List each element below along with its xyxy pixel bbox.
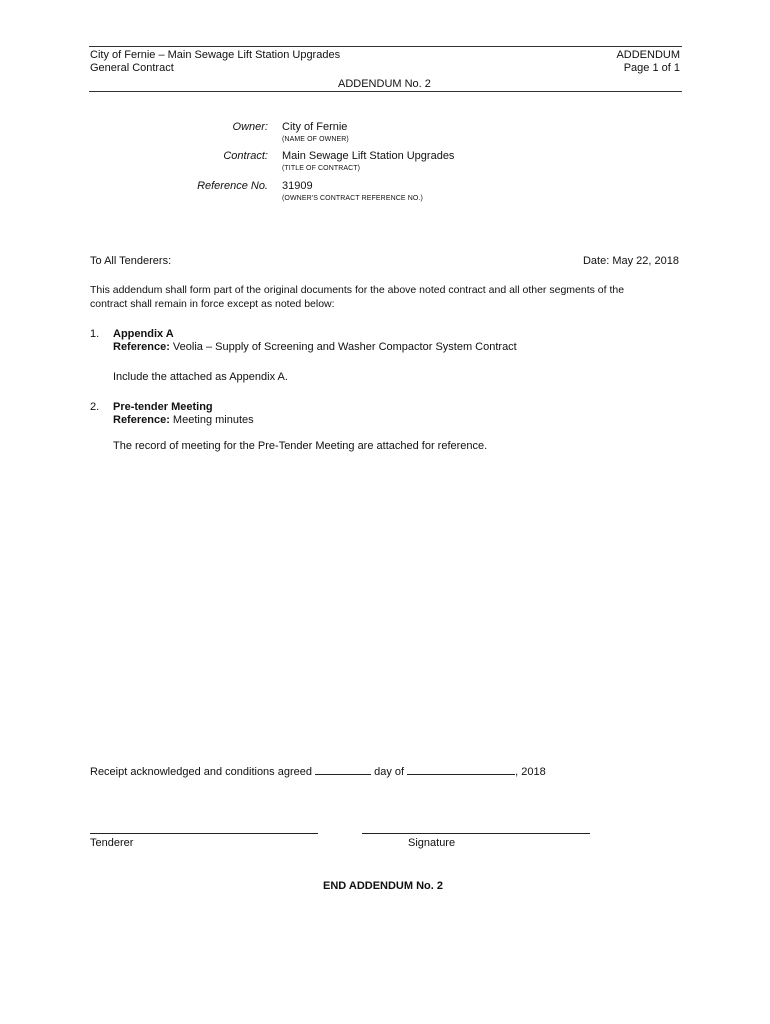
end-addendum: END ADDENDUM No. 2 — [323, 880, 443, 892]
item-1-title: Appendix A — [113, 328, 174, 340]
contract-label: Contract: — [223, 150, 268, 162]
tenderer-line[interactable] — [90, 833, 318, 834]
item-2-reference — [113, 414, 254, 427]
header-contract-line: General Contract — [90, 62, 174, 74]
year-text: , 2018 — [515, 766, 546, 778]
item-1-note: Include the attached as Appendix A. — [113, 371, 288, 383]
header-doc-type: ADDENDUM — [616, 49, 680, 61]
contract-value: Main Sewage Lift Station Upgrades — [282, 150, 455, 162]
header-page-info: Page 1 of 1 — [623, 62, 680, 74]
owner-caption: (NAME OF OWNER) — [282, 136, 349, 143]
reference-label: Reference No. — [197, 180, 268, 192]
acknowledgement-prefix: Receipt acknowledged and conditions agreed — [90, 766, 312, 778]
intro-line-1: This addendum shall form part of the original documents for the above noted contract and all other segments of the — [90, 284, 625, 296]
day-blank[interactable] — [315, 763, 371, 775]
item-2-note: The record of meeting for the Pre-Tender Meeting are attached for reference. — [113, 440, 488, 452]
item-1-reference-label: Reference: — [113, 341, 170, 353]
item-1-reference-text: Veolia – Supply of Screening and Washer Compactor System Contract — [172, 341, 517, 353]
item-1-number: 1. — [90, 328, 100, 340]
reference-caption: (OWNER'S CONTRACT REFERENCE NO.) — [282, 195, 423, 202]
signature-line[interactable] — [362, 833, 590, 834]
item-2-number: 2. — [90, 401, 100, 413]
contract-caption: (TITLE OF CONTRACT) — [282, 165, 361, 172]
item-2-reference-text: Meeting minutes — [172, 414, 254, 426]
reference-value: 31909 — [282, 180, 313, 192]
signature-label: Signature — [408, 837, 456, 849]
item-2-title: Pre-tender Meeting — [113, 401, 213, 413]
acknowledgement-line — [90, 763, 546, 779]
intro-line-2: contract shall remain in force except as noted below: — [90, 298, 335, 310]
item-2-reference-label: Reference: — [113, 414, 170, 426]
header-project-line: City of Fernie – Main Sewage Lift Station Upgrades — [90, 49, 341, 61]
owner-label: Owner: — [232, 121, 268, 133]
addendum-title: ADDENDUM No. 2 — [338, 78, 431, 90]
date: Date: May 22, 2018 — [582, 255, 679, 267]
item-1-reference — [113, 341, 517, 354]
header-top-rule — [89, 46, 682, 47]
owner-value: City of Fernie — [282, 121, 348, 133]
header-bottom-rule — [89, 91, 682, 92]
day-of-text: day of — [374, 766, 405, 778]
month-blank[interactable] — [407, 763, 515, 775]
tenderer-label: Tenderer — [90, 837, 134, 849]
salutation: To All Tenderers: — [90, 255, 172, 267]
